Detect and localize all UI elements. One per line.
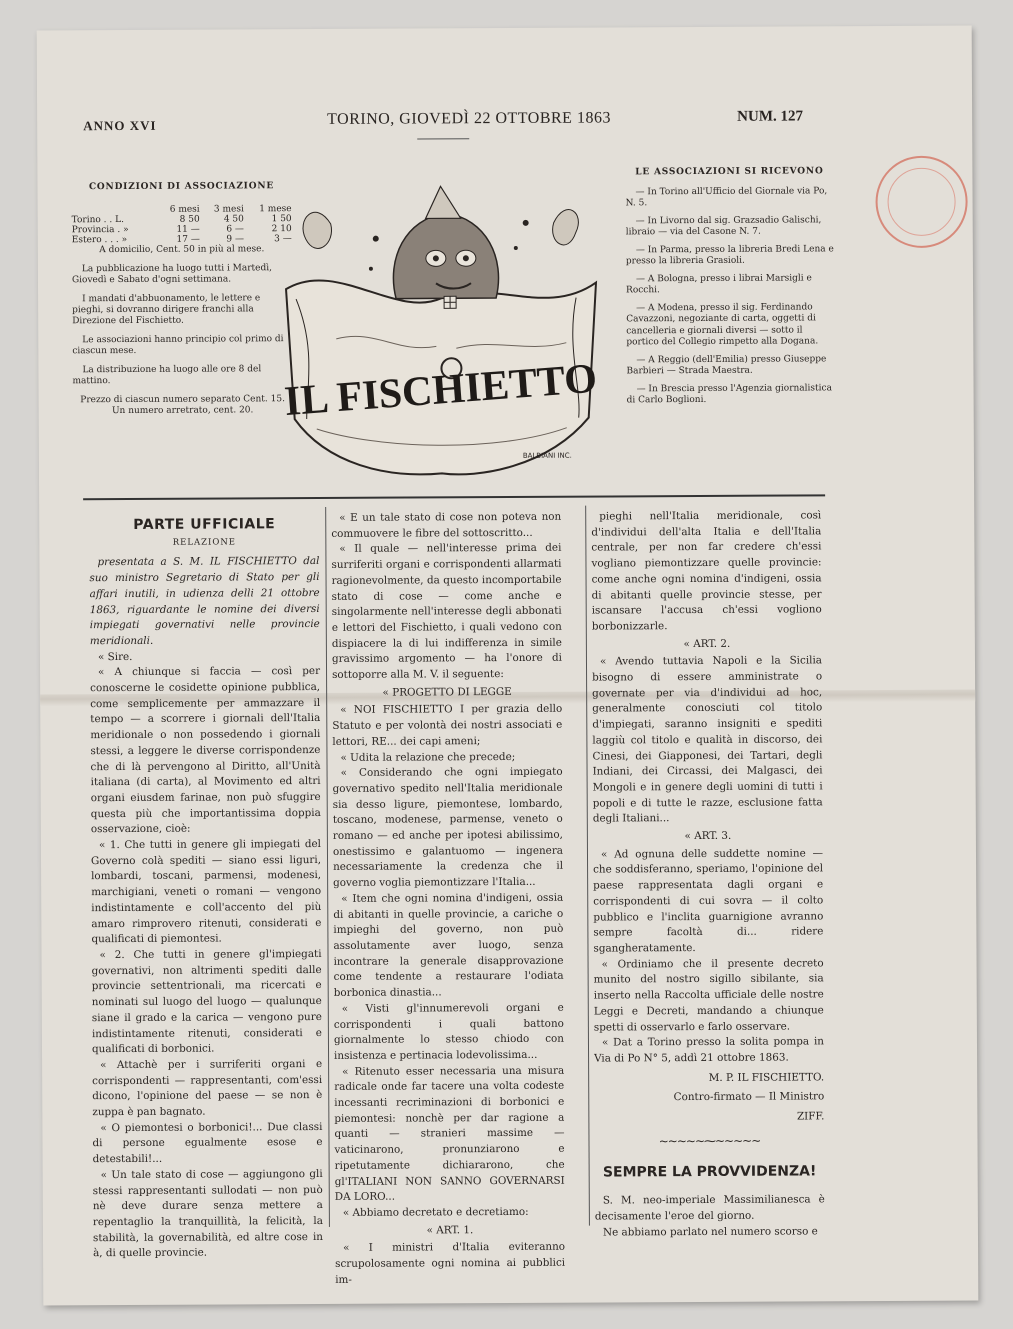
conditions-title: CONDIZIONI DI ASSOCIAZIONE	[88, 181, 275, 193]
column-1	[89, 511, 323, 1262]
paragraph: « A chiunque si faccia — così per conoscerne le cosidette opinione pubblica, come semplicemente per ammazzare il tempo — a scorrere i giornali dell'Italia meridionale o non possedendo i giornali stessi, a leggere le diverse corrispondenze che di là pervengono al Diritto, all'Unità italiana (di carta), al Movimento ed altri organi eiusdem farinae, non può sfuggire questa più che importantissima doppia osservazione, cioè:	[90, 665, 321, 836]
subscription-conditions	[71, 181, 292, 417]
column-divider	[325, 507, 330, 1227]
offices-title: LE ASSOCIAZIONI SI RICEVONO	[635, 166, 824, 178]
paragraph: « Dat a Torino presso la solita pompa in Via di Po N° 5, addì 21 ottobre 1863.	[594, 1035, 825, 1065]
office-item: — A Bologna, presso i librai Marsigli e Rocchi.	[626, 272, 812, 296]
signature: M. P. IL FISCHIETTO.	[708, 1070, 825, 1084]
paragraph: « Avendo tuttavia Napoli e la Sicilia bisogno di essere amministrate o governate per via d'individui ad hoc, generalmente conosciuti col titolo d'impiegati, saranno insigniti e spediti laggiù col titolo e qualità in discorso, dei Cinesi, dei Giapponesi, dei Tartari, degli Indiani, dei Circassi, dei Malgasci, dei Mongoli e in genere degli uomini di tutti i popoli e di tutte le razze, esclusione fatta degli Italiani...	[592, 654, 823, 825]
paragraph: Ne abbiamo parlato nel numero scorso e	[602, 1224, 818, 1239]
office-item: — In Brescia presso l'Agenzia giornalistica di Carlo Boglioni.	[626, 382, 832, 406]
ornamental-rule: ~~~~~⁓~~~~~	[658, 1133, 761, 1148]
conditions-paragraph: La distribuzione ha luogo alle ore 8 del mattino.	[72, 364, 262, 387]
paragraph: « Un tale stato di cose — aggiungono gli stessi rappresentanti sullodati — non può nè deve durare senza mettere a repentaglio la tranquillità, la felicità, la stabilità, la governabilità, ed altre cose in à, di quelle provincie.	[92, 1167, 324, 1260]
subscription-offices	[625, 166, 834, 413]
domicilio-note: A domicilio, Cent. 50 in più al mese.	[99, 244, 265, 256]
paragraph: « 1. Che tutti in genere gli impiegati del Governo colà spediti — siano essi liguri, lombardi, toscani, parmensi, modenesi, marchigiani, veneti o romani — vengono indistintamente e coll'accento del più amaro rimprovero ritenuti, considerati e qualificati di piemontesi.	[90, 838, 322, 946]
masthead	[37, 106, 972, 141]
single-price: Prezzo di ciascun numero separato Cent. 15.	[80, 394, 285, 406]
postal-stamp	[875, 156, 967, 248]
paragraph: « Sire.	[97, 650, 133, 663]
minister-name: ZIFF.	[796, 1110, 825, 1123]
paragraph: « NOI FISCHIETTO I per grazia dello Statuto e per volontà dei nostri associati e lettori, RE... dei capi ameni;	[332, 703, 563, 748]
paragraph: « I ministri d'Italia eviteranno scrupolosamente ogni nomina ai pubblici im-	[335, 1241, 566, 1286]
header-rule	[83, 494, 825, 500]
masthead-illustration	[275, 177, 607, 489]
article-heading: « ART. 1.	[426, 1223, 474, 1237]
paragraph: « Abbiamo decretato e decretiamo:	[342, 1205, 529, 1219]
article-heading-provvidenza: SEMPRE LA PROVVIDENZA!	[602, 1163, 817, 1181]
issue-number: NUM. 127	[737, 108, 803, 125]
section-subheading: RELAZIONE	[172, 537, 237, 548]
engraver-credit: BALBIANI INC.	[522, 451, 572, 460]
paragraph: « Il quale — nell'interesse prima dei surriferiti organi e corrispondenti allarmati ragionevolmente, da questo incomportabile stato di cose — come anche e singolarmente nell'interesse degli abbonati e lettori del Fischietto, i quali vedono con dispiacere la di lui indifferenza in simile gravissimo argomento — ha l'onore di sottoporre alla M. V. il seguente:	[331, 542, 562, 681]
article-heading: « ART. 3.	[684, 829, 732, 843]
office-item: — In Parma, presso la libreria Bredi Lena e presso la libreria Grasioli.	[625, 243, 834, 267]
paragraph: « 2. Che tutti in genere gl'impiegati governativi, non altrimenti spediti dalle provincie settentrionali, ma ricercati e nominati sul luogo del luogo — qualunque siane il grado e la carica — vengono pure indistintamente ritenuti, considerati e qualificati di borbonici.	[91, 947, 322, 1056]
newspaper-page	[37, 26, 979, 1306]
paragraph: « Ad ognuna delle suddette nomine — che soddisferanno, speriamo, l'opinione del paese rappresentata dagli organi e corrispondenti di cui sovra — il colto pubblico e l'inclita guarnigione avranno sempre facoltà di... ridere sgangheratamente.	[593, 847, 824, 955]
price-row: Torino . . L. 8 50 4 50 1 50	[71, 214, 292, 226]
back-issue-price: Un numero arretrato, cent. 20.	[111, 405, 254, 417]
column-2	[331, 510, 565, 1289]
office-item: — In Livorno dal sig. Grazsadio Galischi, libraio — via del Casone N. 7.	[625, 214, 822, 238]
price-table	[72, 204, 292, 245]
law-title: « PROGETTO DI LEGGE	[382, 685, 512, 699]
conditions-paragraph: La pubblicazione ha luogo tutti i Martedì, Giovedì e Sabato d'ogni settimana.	[71, 263, 273, 286]
paragraph: « O piemontesi o borbonici!... Due classi di persone egualmente esose e detestabili!...	[92, 1120, 323, 1166]
illustration-title: IL FISCHIETTO	[282, 355, 599, 426]
date-line: TORINO, GIOVEDÌ 22 OTTOBRE 1863	[327, 109, 611, 128]
countersignature: Contro-firmato — Il Ministro	[673, 1090, 825, 1104]
paragraph: « Udita la relazione che precede;	[340, 750, 516, 764]
paragraph: « Attachè per i surriferiti organi e corrispondenti — rappresentanti, com'essi dicono, l'opinione del paese — se non è zuppa è pan bagnato.	[92, 1057, 323, 1119]
paragraph: « Visti gl'innumerevoli organi e corrispondenti i quali battono giornalmente lo stesso chiodo con insistenza e pertinacia lodevolissima...	[333, 1001, 564, 1062]
anno-label: ANNO XVI	[83, 117, 157, 134]
section-heading: PARTE UFFICIALE	[133, 516, 276, 533]
paragraph: « Item che ogni nomina d'indigeni, ossia di abitanti in quelle provincie, a cariche o impieghi del governo, non può assolutamente aver luogo, senza incontrare la generale disapprovazione come tendente a restaurare l'odiata borbonica dinastia...	[333, 891, 564, 1000]
report-intro: presentata a S. M. IL FISCHIETTO dal suo ministro Segretario di Stato per gli affari inutili, in udienza delli 21 ottobre 1863, riguardante le nomine dei diversi impiegati governativi nelle provincie meridionali.	[89, 555, 320, 648]
price-row: Provincia . » 11 — 6 — 2 10	[71, 224, 292, 236]
office-item: — A Modena, presso il sig. Ferdinando Cavazzoni, negoziante di carta, oggetti di cancelleria e giornali diversi — sotto il portico del Collegio rimpetto alla Dogana.	[626, 301, 819, 348]
paragraph: « E un tale stato di cose non poteva non commuovere le fibre del sottoscritto...	[331, 510, 562, 540]
conditions-paragraph: I mandati d'abbuonamento, le lettere e pieghi, si dovranno dirigere franchi alla Direzione del Fischietto.	[72, 293, 261, 327]
column-divider	[585, 506, 590, 1226]
masthead-rule	[417, 138, 469, 139]
conditions-paragraph: Le associazioni hanno principio col primo di ciascun mese.	[72, 334, 284, 357]
paragraph: S. M. neo-imperiale Massimilianesca è decisamente l'eroe del giorno.	[594, 1193, 825, 1223]
price-row: Estero . . . » 17 — 9 — 3 —	[71, 234, 292, 246]
column-3	[591, 508, 825, 1240]
office-item: — A Reggio (dell'Emilia) presso Giuseppe Barbieri — Strada Maestra.	[626, 353, 827, 377]
price-header-row: 6 mesi 3 mesi 1 mese	[169, 204, 292, 215]
paragraph: « Ordiniamo che il presente decreto munito del nostro sigillo sibilante, sia inserto nella Raccolta ufficiale delle nostre Leggi e Decreti, mandando a chiunque spetti di osservarlo e farlo osservare.	[593, 957, 824, 1034]
article-heading: « ART. 2.	[683, 637, 731, 650]
paragraph: « Considerando che ogni impiegato governativo spedito nell'Italia meridionale sia desso ligure, piemontese, lombardo, toscano, modenese, parmense, veneto o romano — ed anche per ipotesi abilissimo, onestissimo e galantuomo — ingenera necessariamente la credenza che il governo voglia piemontizzare l'Italia...	[332, 765, 564, 890]
paragraph: pieghi nell'Italia meridionale, così d'individui dell'alta Italia e dell'Italia centrale, per non far credere ch'essi vogliano piemontizzare quelle provincie: come anche ogni nomina d'indigeni, ossia di abitanti quelle provincie stesse, per iscansare l'accusa ch'essi vogliono borbonizzarle.	[591, 509, 822, 633]
office-item: — In Torino all'Ufficio del Giornale via Po, N. 5.	[625, 185, 828, 209]
paragraph: « Ritenuto esser necessaria una misura radicale onde far tacere una volta codeste incessanti recriminazioni di borbonici e piemontesi: nonchè per dar ragione a quanti — stranieri massime — vaticinarono, pronunziarono e ripetutamente dichiararono, che gl'ITALIANI NON SANNO GOVERNARSI DA LORO...	[334, 1064, 565, 1204]
